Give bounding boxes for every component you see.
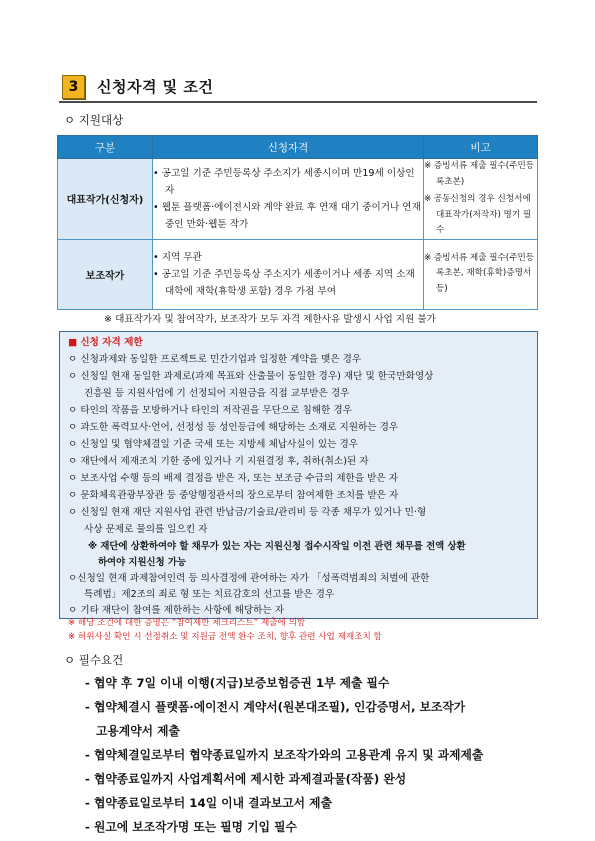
note-item: ※ 공동신청의 경우 신청서에 대표작가(저작자) 명기 필수 <box>424 194 532 235</box>
row-category: 보조작가 <box>58 239 153 309</box>
requirement-item: - 원고에 보조작가명 또는 필명 기입 필수 <box>85 820 297 834</box>
condition-item: • 공고일 기준 주민등록상 주소지가 세종시이며 만19세 이상인 자 <box>153 167 415 196</box>
restriction-item: ㅇ 신청일 및 협약체결일 기준 국세 또는 지방세 체납사실이 있는 경우 <box>68 439 358 450</box>
eligibility-table <box>57 135 538 310</box>
restriction-title: ■ 신청 자격 제한 <box>68 337 143 348</box>
table-row <box>58 159 538 240</box>
requirement-item: - 협약체결일로부터 협약종료일까지 보조작가와의 고용관계 유지 및 과제제출 <box>85 748 484 762</box>
condition-item: • 웹툰 플랫폼·에이전시와 계약 완료 후 연재 대기 중이거나 연재중인 만화·웹툰 작가 <box>153 201 421 230</box>
requirement-item: - 협약종료일까지 사업계획서에 제시한 과제결과물(작품) 완성 <box>85 772 407 786</box>
restriction-item: ㅇ 기타 재단이 참여를 제한하는 사항에 해당하는 자 <box>68 605 284 616</box>
restriction-item: ㅇ 과도한 폭력묘사·언어, 선정성 등 성인등급에 해당하는 소재로 지원하는 경우 <box>68 422 399 433</box>
section-number-badge: 3 <box>62 75 85 99</box>
requirement-item: - 협약체결시 플랫폼·에이전시 계약서(원본대조필), 인감증명서, 보조작가 <box>85 700 466 714</box>
row-notes <box>424 159 538 240</box>
restriction-item: ㅇ 신청일 현재 재단 지원사업 관련 반납금/기술료/관리비 등 각종 채무가 있거나 민·형 <box>68 507 427 518</box>
header-category: 구분 <box>58 136 153 159</box>
table-row <box>58 239 538 309</box>
row-conditions <box>153 239 424 309</box>
restriction-item: 진흥원 등 지원사업에 기 선정되어 지원금을 직접 교부받은 경우 <box>84 388 350 399</box>
restriction-item: ㅇ신청일 현재 과제참여인력 등 의사결정에 관여하는 자가 「성폭력범죄의 처벌에 관한 <box>68 573 430 584</box>
restriction-debt-note: ※ 재단에 상환하여야 할 채무가 있는 자는 지원신청 접수시작일 이전 관련 채무를 전액 상환 <box>88 541 466 552</box>
restriction-item: ㅇ 재단에서 제재조치 기한 중에 있거나 기 지원결정 후, 취하(취소)된 자 <box>68 456 369 467</box>
header-remarks: 비고 <box>424 136 538 159</box>
restriction-item: ㅇ 보조사업 수행 등의 배제 결정을 받은 자, 또는 보조금 수급의 제한을 받은 자 <box>68 473 398 484</box>
restriction-item: 특례법」제2조의 죄로 형 또는 치료감호의 선고를 받은 경우 <box>84 589 335 600</box>
condition-item: • 지역 무관 <box>153 251 202 263</box>
restriction-item: ㅇ 신청일 현재 동일한 과제로(과제 목표와 산출물이 동일한 경우) 재단 및 한국만화영상 <box>68 371 434 382</box>
red-note: ※ 허위사실 확인 시 선정취소 및 지원금 전액 환수 조치, 향후 관련 사업 제재조치 함 <box>68 632 382 642</box>
table-header-row <box>58 136 538 159</box>
table-footnote: ※ 대표작가자 및 참여작가, 보조작가 모두 자격 제한사유 발생시 사업 지원 불가 <box>104 314 436 325</box>
note-item: ※ 증빙서류 제출 필수(주민등록초본) <box>424 161 535 187</box>
requirement-item: - 협약 후 7일 이내 이행(지급)보증보험증권 1부 제출 필수 <box>85 676 390 690</box>
restriction-item: 사상 문제로 물의를 일으킨 자 <box>84 524 208 535</box>
eligibility-heading: ㅇ 지원대상 <box>64 113 124 127</box>
requirements-heading: ㅇ 필수요건 <box>64 653 124 667</box>
restriction-item: ㅇ 타인의 작품을 모방하거나 타인의 저작권을 무단으로 침해한 경우 <box>68 405 352 416</box>
row-notes <box>424 239 538 309</box>
section-divider <box>59 101 537 103</box>
row-conditions <box>153 159 424 240</box>
restriction-item: ㅇ 문화체육관광부장관 등 중앙행정관서의 장으로부터 참여제한 조치를 받은 자 <box>68 490 399 501</box>
note-item: ※ 증빙서류 제출 필수(주민등록초본, 재학(휴학)증명서 등) <box>424 252 535 294</box>
requirement-item: - 협약종료일로부터 14일 이내 결과보고서 제출 <box>85 796 332 810</box>
header-qualification: 신청자격 <box>153 136 424 159</box>
row-category: 대표작가(신청자) <box>58 159 153 240</box>
requirement-item: 고용계약서 제출 <box>96 724 180 738</box>
condition-item: • 공고일 기준 주민등록상 주소지가 세종이거나 세종 지역 소재 대학에 재학(휴학생 포함) 경우 가점 부여 <box>153 268 415 297</box>
restriction-item: ㅇ 신청과제와 동일한 프로젝트로 민간기업과 일정한 계약을 맺은 경우 <box>68 354 362 365</box>
red-note: ※ 해당 조건에 대한 증명은 “참여제한 체크리스트” 제출에 의함 <box>68 618 306 628</box>
section-title: 신청자격 및 조건 <box>97 78 214 96</box>
restriction-debt-note: 하여야 지원신청 가능 <box>98 557 187 568</box>
